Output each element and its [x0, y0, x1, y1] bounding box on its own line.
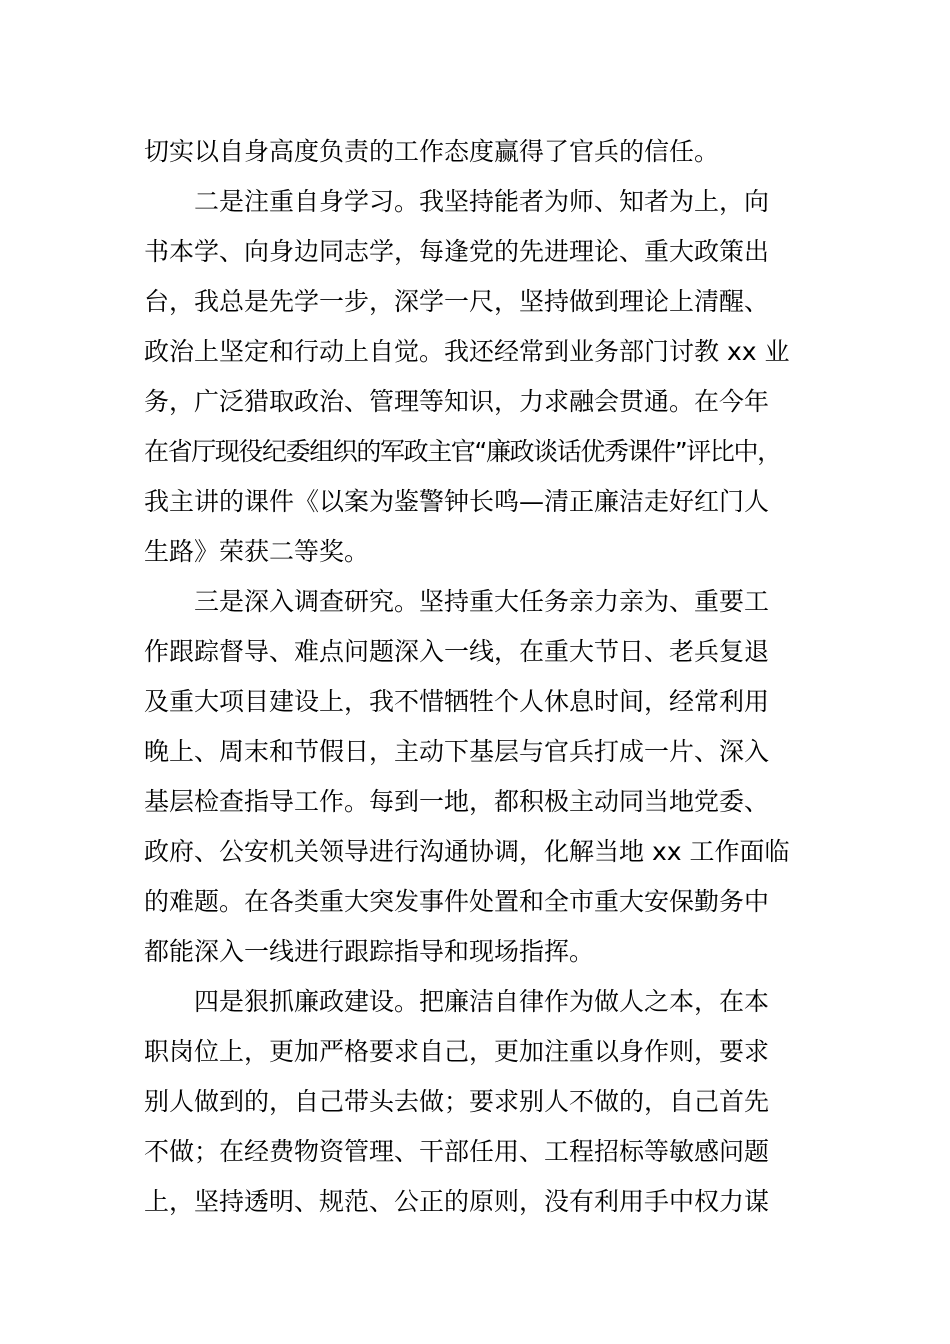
paragraph-intro-tail [144, 127, 834, 177]
text-line: 及重大项目建设上，我不惜牺牲个人休息时间，经常利用 [144, 687, 770, 716]
text-line: 二是注重自身学习。我坚持能者为师、知者为上，向 [194, 187, 770, 216]
text-line: 上，坚持透明、规范、公正的原则，没有利用手中权力谋 [144, 1187, 770, 1216]
text-line: 我主讲的课件《以案为鉴警钟长鸣—清正廉洁走好红门人 [144, 487, 770, 516]
text-line: 职岗位上，更加严格要求自己，更加注重以身作则，要求 [144, 1037, 770, 1066]
text-line: 务，广泛猎取政治、管理等知识，力求融会贯通。在今年 [144, 387, 770, 416]
text-line: 政府、公安机关领导进行沟通协调，化解当地 xx 工作面临 [144, 837, 790, 866]
text-line: 别人做到的，自己带头去做；要求别人不做的，自己首先 [144, 1087, 770, 1116]
text-line: 四是狠抓廉政建设。把廉洁自律作为做人之本，在本 [194, 987, 770, 1016]
text-line: 切实以自身高度负责的工作态度赢得了官兵的信任。 [144, 137, 720, 166]
text-line: 台，我总是先学一步，深学一尺，坚持做到理论上清醒、 [144, 287, 770, 316]
text-line: 生路》荣获二等奖。 [144, 537, 370, 566]
text-line: 作跟踪督导、难点问题深入一线，在重大节日、老兵复退 [144, 637, 770, 666]
text-line: 政治上坚定和行动上自觉。我还经常到业务部门讨教 xx 业 [144, 337, 790, 366]
paragraph-research [144, 577, 834, 977]
text-line: 在省厅现役纪委组织的军政主官“廉政谈话优秀课件”评比中， [144, 437, 781, 466]
text-line: 基层检查指导工作。每到一地，都积极主动同当地党委、 [144, 787, 770, 816]
document-body [144, 127, 834, 1227]
text-line: 的难题。在各类重大突发事件处置和全市重大安保勤务中 [144, 887, 770, 916]
text-line: 不做；在经费物资管理、干部任用、工程招标等敏感问题 [144, 1137, 770, 1166]
text-line: 书本学、向身边同志学，每逢党的先进理论、重大政策出 [144, 237, 770, 266]
text-line: 三是深入调查研究。坚持重大任务亲力亲为、重要工 [194, 587, 770, 616]
text-line: 晚上、周末和节假日，主动下基层与官兵打成一片、深入 [144, 737, 770, 766]
paragraph-self-study [144, 177, 834, 577]
text-line: 都能深入一线进行跟踪指导和现场指挥。 [144, 937, 595, 966]
paragraph-integrity [144, 977, 834, 1227]
